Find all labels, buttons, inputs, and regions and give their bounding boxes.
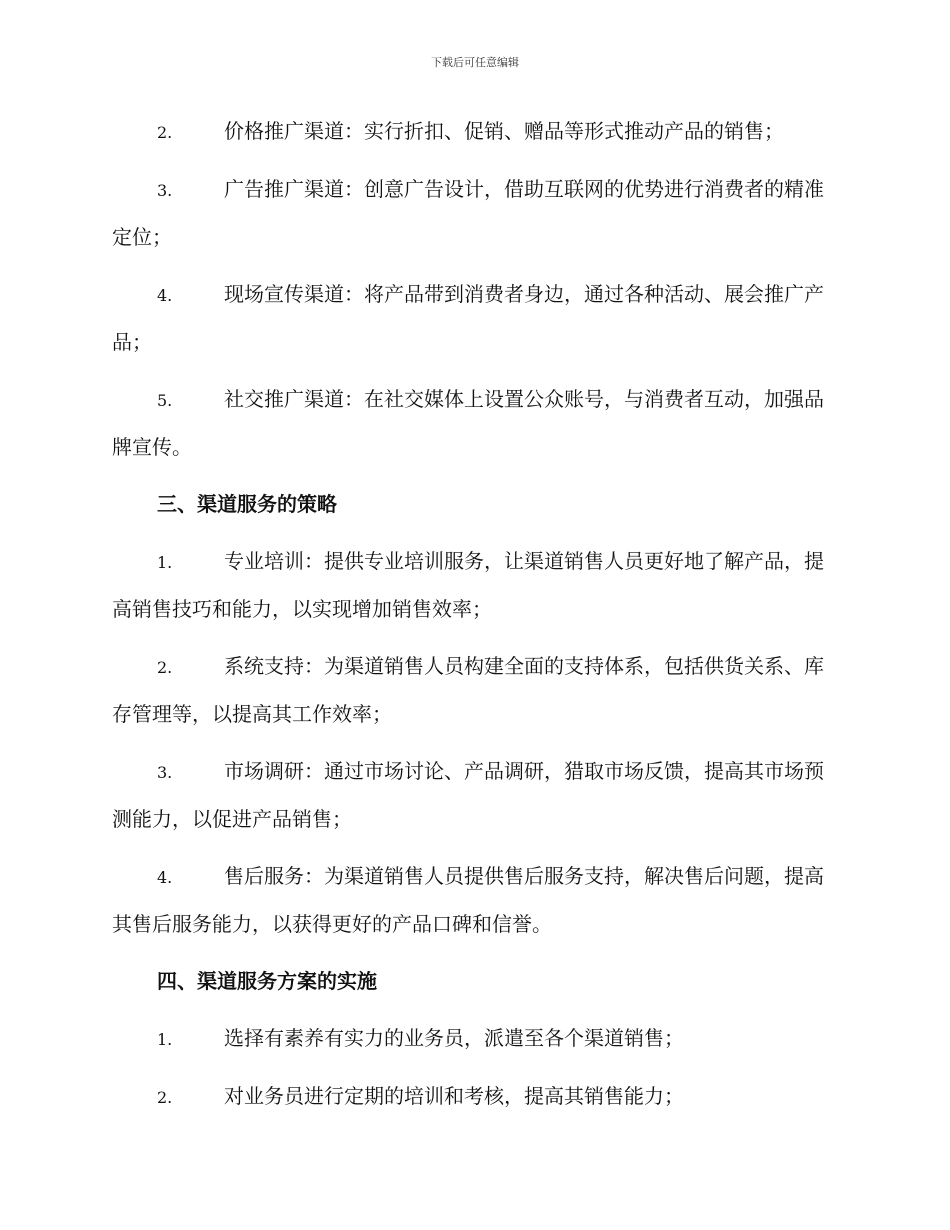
item-number: 5. [157,391,173,410]
item-number: 3. [157,763,173,782]
list-item-onsite-channel [112,271,834,366]
item-number: 3. [157,181,173,200]
item-text: 选择有素养有实力的业务员，派遣至各个渠道销售； [224,1026,684,1050]
item-number: 2. [157,658,173,677]
list-item-select-staff [112,1015,834,1063]
list-item-social-channel [112,376,834,471]
list-item-price-channel [112,108,834,156]
item-text: 市场调研：通过市场讨论、产品调研，猎取市场反馈，提高其市场预测能力，以促进产品销售； [112,759,824,831]
item-text: 专业培训：提供专业培训服务，让渠道销售人员更好地了解产品，提高销售技巧和能力，以实现增加销售效率； [112,549,824,621]
list-item-market-research [112,748,834,843]
item-text: 现场宣传渠道：将产品带到消费者身边，通过各种活动、展会推广产品； [112,282,824,354]
list-item-ad-channel [112,166,834,261]
item-text: 售后服务：为渠道销售人员提供售后服务支持，解决售后问题，提高其售后服务能力，以获得更好的产品口碑和信誉。 [112,864,824,936]
document-body [112,108,834,1131]
item-number: 2. [157,123,173,142]
page-header: 下载后可任意编辑 [431,56,519,69]
item-number: 4. [157,286,173,305]
section-heading-implementation: 四、渠道服务方案的实施 [157,969,377,993]
item-number: 1. [157,1030,173,1049]
list-item-training [112,538,834,633]
item-number: 1. [157,553,173,572]
item-number: 2. [157,1088,173,1107]
item-text: 系统支持：为渠道销售人员构建全面的支持体系，包括供货关系、库存管理等，以提高其工作效率； [112,654,824,726]
item-text: 价格推广渠道：实行折扣、促销、赠品等形式推动产品的销售； [224,119,784,143]
list-item-after-sales [112,853,834,948]
list-item-system-support [112,643,834,738]
item-text: 对业务员进行定期的培训和考核，提高其销售能力； [224,1084,684,1108]
item-number: 4. [157,868,173,887]
section-heading-strategy: 三、渠道服务的策略 [157,492,337,516]
item-text: 广告推广渠道：创意广告设计，借助互联网的优势进行消费者的精准定位； [112,177,824,249]
list-item-training-assessment [112,1073,834,1121]
item-text: 社交推广渠道：在社交媒体上设置公众账号，与消费者互动，加强品牌宣传。 [112,387,824,459]
